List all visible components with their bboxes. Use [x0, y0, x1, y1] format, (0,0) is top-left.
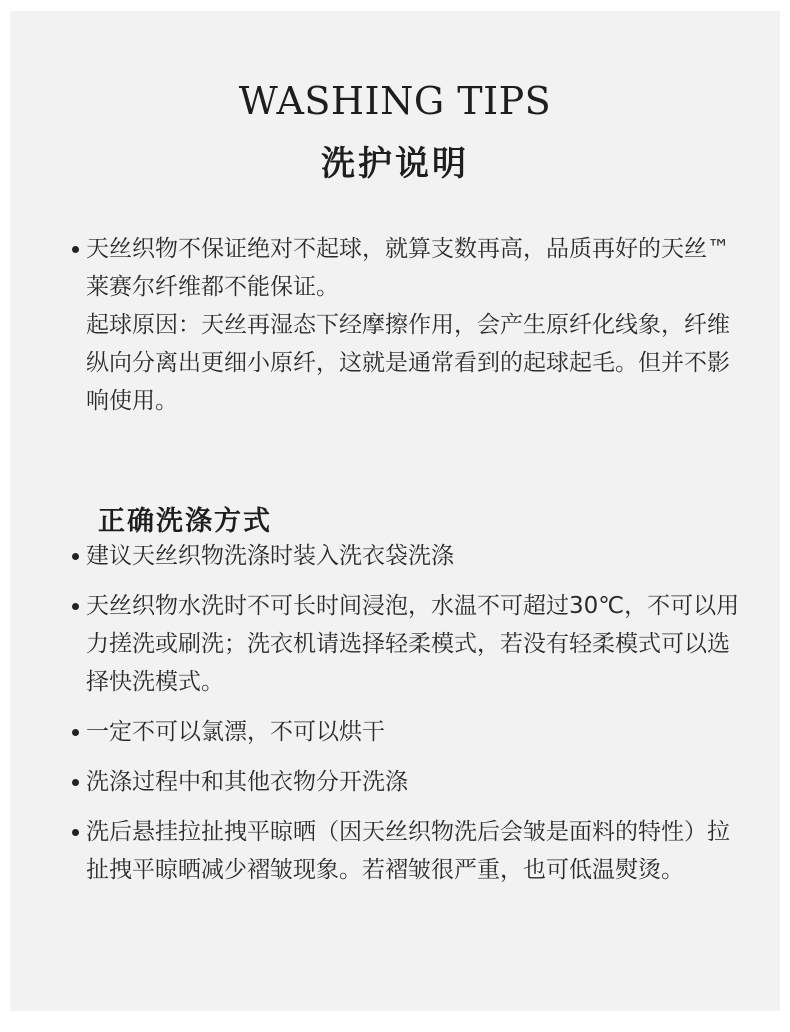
washing-item-1: 建议天丝织物洗涤时装入洗衣袋洗涤 [86, 537, 746, 575]
washing-item-4: 洗涤过程中和其他衣物分开洗涤 [86, 763, 746, 801]
intro-section [86, 230, 746, 420]
washing-tips-panel [10, 11, 780, 1011]
washing-method-heading: 正确洗涤方式 [98, 506, 272, 537]
washing-list [86, 537, 746, 889]
pilling-reason: 起球原因：天丝再湿态下经摩擦作用，会产生原纤化线象，纤维纵向分离出更细小原纤，这就是通常看到的起球起毛。但并不影响使用。 [86, 312, 730, 414]
intro-bullet: 天丝织物不保证绝对不起球，就算支数再高，品质再好的天丝™莱赛尔纤维都不能保证。 [86, 230, 746, 306]
washing-item-2: 天丝织物水洗时不可长时间浸泡，水温不可超过30℃，不可以用力搓洗或刷洗；洗衣机请选择轻柔模式，若没有轻柔模式可以选择快洗模式。 [86, 587, 746, 701]
title-chinese: 洗护说明 [321, 144, 469, 184]
washing-item-3: 一定不可以氯漂，不可以烘干 [86, 713, 746, 751]
washing-item-5: 洗后悬挂拉扯拽平晾晒（因天丝织物洗后会皱是面料的特性）拉扯拽平晾晒减少褶皱现象。若褶皱很严重，也可低温熨烫。 [86, 813, 746, 889]
title-english: WASHING TIPS [238, 79, 552, 123]
